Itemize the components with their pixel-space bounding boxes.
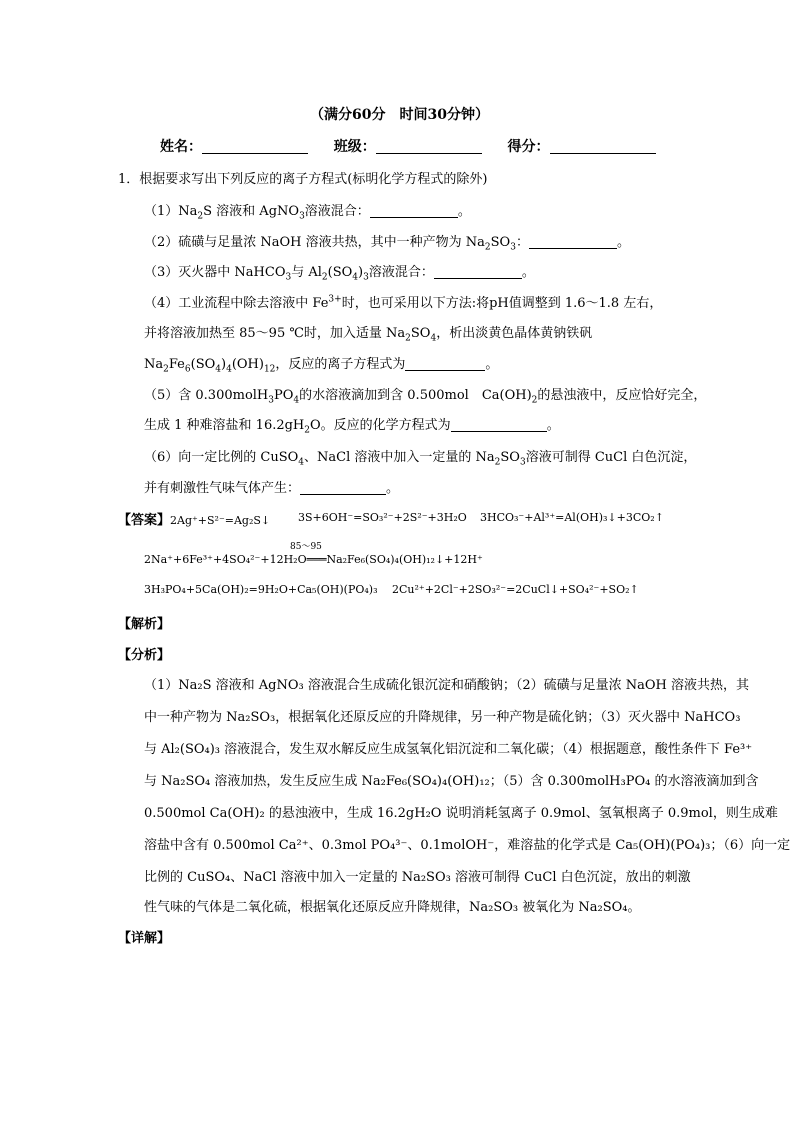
answer-eq-6: 2Cu²⁺+2Cl⁻+2SO₃²⁻=2CuCl↓+SO₄²⁻+SO₂↑ bbox=[392, 583, 639, 596]
student-info-row bbox=[160, 136, 656, 156]
question-part-4-line-3: $Na_2Fe_6(SO_4)_4(OH)_{12}$，反应的离子方程式为 。 bbox=[144, 357, 499, 375]
question-part-5-line-2: 生成 1 种难溶盐和 $16.2gH_2O$。反应的化学方程式为 。 bbox=[144, 418, 560, 436]
analysis-heading: 【解析】 bbox=[118, 617, 171, 632]
analysis-line-7: 比例的 CuSO₄、NaCl 溶液中加入一定量的 Na₂SO₃ 溶液可制得 CuCl 白色沉淀，放出的刺激 bbox=[144, 870, 691, 885]
answer-eq-5: 3H₃PO₄+5Ca(OH)₂=9H₂O+Ca₅(OH)(PO₄)₃ bbox=[144, 583, 378, 596]
answer-label: 【答案】 bbox=[118, 513, 171, 528]
answer-eq-3: 3HCO₃⁻+Al³⁺=Al(OH)₃↓+3CO₂↑ bbox=[480, 511, 664, 524]
answer-row-1 bbox=[118, 509, 270, 528]
name-blank[interactable] bbox=[202, 140, 308, 154]
analysis-line-5: 0.500mol Ca(OH)₂ 的悬浊液中，生成 16.2gH₂O 说明消耗氢离子 0.9mol、氢氧根离子 0.9mol，则生成难 bbox=[144, 806, 778, 821]
detail-heading: 【详解】 bbox=[118, 931, 171, 946]
analysis-line-2: 中一种产物为 Na₂SO₃，根据氧化还原反应的升降规律，另一种产物是硫化钠；（3）灭火器中 NaHCO₃ bbox=[144, 710, 741, 725]
question-stem: 1．根据要求写出下列反应的离子方程式(标明化学方程式的除外) bbox=[118, 172, 488, 187]
question-part-6-line-2: 并有刺激性气味气体产生： 。 bbox=[144, 481, 400, 496]
class-label: 班级： bbox=[333, 139, 376, 155]
question-part-1: $(1)Na_2S$ 溶液和 AgNO$_3$溶液混合： 。 bbox=[144, 204, 471, 222]
analysis-line-1: （1）Na₂S 溶液和 AgNO₃ 溶液混合生成硫化银沉淀和硝酸钠；（2）硫磺与足量浓 NaOH 溶液共热，其 bbox=[144, 678, 750, 693]
answer-blank-2[interactable] bbox=[529, 235, 617, 249]
answer-blank-6[interactable] bbox=[300, 481, 386, 495]
answer-eq-4: 2Na⁺+6Fe³⁺+4SO₄²⁻+12H₂O═══Na₂Fe₆(SO₄)₄(OH)₁₂↓+12H⁺ bbox=[144, 553, 483, 566]
answer-eq-1: 2Ag⁺+S²⁻=Ag₂S↓ bbox=[170, 514, 271, 527]
question-part-4-line-1: （4）工业流程中除去溶液中 $Fe^{3+}$时，也可采用以下方法:将pH值调整到 1.6～1.8 左右， bbox=[144, 294, 663, 311]
fenxi-heading: 【分析】 bbox=[118, 648, 171, 663]
analysis-line-3: 与 Al₂(SO₄)₃ 溶液混合，发生双水解反应生成氢氧化铝沉淀和二氧化碳；（4）根据题意，酸性条件下 Fe³⁺ bbox=[144, 742, 753, 757]
question-part-3: （3）灭火器中 NaHCO$_3$与 $Al_2(SO_4)_3$溶液混合： 。 bbox=[144, 265, 535, 283]
question-part-6-line-1: （6）向一定比例的 CuSO$_4$、NaCl 溶液中加入一定量的 $Na_2SO_3$溶液可制得 CuCl 白色沉淀， bbox=[144, 450, 697, 468]
answer-blank-1[interactable] bbox=[370, 204, 458, 218]
answer-blank-4[interactable] bbox=[405, 357, 485, 371]
analysis-line-6: 溶盐中含有 0.500mol Ca²⁺、0.3mol PO₄³⁻、0.1molOH⁻，难溶盐的化学式是 Ca₅(OH)(PO₄)₃；（6）向一定 bbox=[144, 838, 791, 853]
question-part-2: （2）硫磺与足量浓 NaOH 溶液共热，其中一种产物为 $Na_2SO_3$： 。 bbox=[144, 235, 630, 253]
subtitle: （满分60分 时间30分钟） bbox=[310, 107, 489, 123]
name-label: 姓名： bbox=[160, 139, 202, 155]
answer-eq-2: 3S+6OH⁻=SO₃²⁻+2S²⁻+3H₂O bbox=[298, 511, 467, 524]
question-part-4-line-2: 并将溶液加热至 85～95 ℃时，加入适量 $Na_2SO_4$，析出淡黄色晶体黄钠铁矾 bbox=[144, 326, 593, 344]
answer-blank-3[interactable] bbox=[434, 265, 522, 279]
question-part-5-line-1: （5）含 $0.300molH_3PO_4$的水溶液滴加到含 0.500mol $Ca(OH)_2$的悬浊液中，反应恰好完全， bbox=[144, 388, 707, 406]
score-blank[interactable] bbox=[550, 140, 656, 154]
analysis-line-8: 性气味的气体是二氧化硫，根据氧化还原反应升降规律，Na₂SO₃ 被氧化为 Na₂SO₄。 bbox=[144, 900, 641, 915]
analysis-line-4: 与 Na₂SO₄ 溶液加热，发生反应生成 Na₂Fe₆(SO₄)₄(OH)₁₂；（5）含 0.300molH₃PO₄ 的水溶液滴加到含 bbox=[144, 774, 759, 789]
answer-blank-5[interactable] bbox=[451, 418, 547, 432]
score-label: 得分： bbox=[507, 139, 550, 155]
answer-condition: 85～95 bbox=[290, 542, 322, 552]
class-blank[interactable] bbox=[376, 140, 482, 154]
